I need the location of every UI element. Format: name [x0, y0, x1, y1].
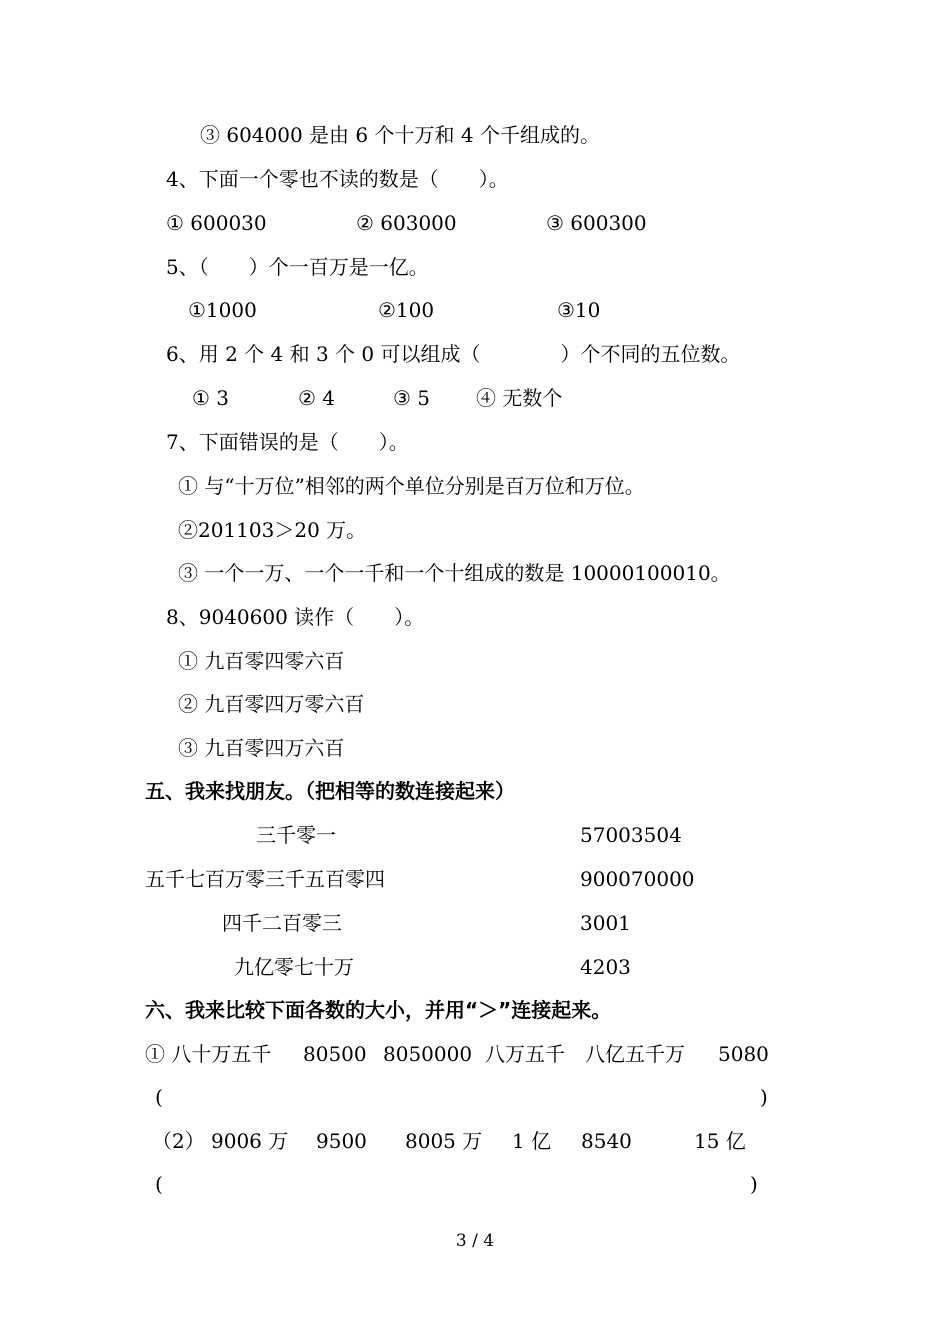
answer-paren-close: ) — [760, 1085, 768, 1109]
q8-option-2: ② 九百零四万零六百 — [178, 692, 365, 716]
compare-row2-item: 9006 万 — [211, 1129, 289, 1153]
compare-row2-label: （2） — [152, 1129, 205, 1153]
compare-row1-item: 8050000 — [383, 1042, 473, 1066]
match-left-2: 五千七百万零三千五百零四 — [145, 867, 385, 891]
q4-stem: 4、下面一个零也不读的数是（ ）。 — [166, 167, 509, 191]
compare-row2-item: 15 亿 — [694, 1129, 746, 1153]
q3-option-3: ③ 604000 是由 6 个十万和 4 个千组成的。 — [200, 123, 600, 147]
section-5-title: 五、我来找朋友。（把相等的数连接起来） — [145, 779, 515, 803]
answer-paren-close: ) — [750, 1172, 758, 1196]
q7-option-2: ②201103＞20 万。 — [178, 518, 367, 542]
q6-option-1: ① 3 — [192, 386, 230, 410]
answer-paren-open: ( — [155, 1172, 163, 1196]
page-number: 3 / 4 — [455, 1231, 495, 1251]
q7-stem: 7、下面错误的是（ ）。 — [166, 430, 409, 454]
q7-option-1: ① 与“十万位”相邻的两个单位分别是百万位和万位。 — [178, 474, 645, 498]
compare-row1-item: 5080 — [718, 1042, 769, 1066]
match-right-1: 57003504 — [580, 823, 682, 847]
match-left-3: 四千二百零三 — [222, 911, 342, 935]
compare-row2-item: 1 亿 — [512, 1129, 552, 1153]
q8-stem: 8、9040600 读作（ ）。 — [166, 605, 425, 629]
compare-row2-item: 9500 — [316, 1129, 367, 1153]
match-left-4: 九亿零七十万 — [234, 955, 354, 979]
q4-option-1: ① 600030 — [166, 211, 267, 235]
q5-option-3: ③10 — [557, 298, 601, 322]
match-right-2: 900070000 — [580, 867, 695, 891]
q8-option-1: ① 九百零四零六百 — [178, 649, 345, 673]
match-right-3: 3001 — [580, 911, 631, 935]
q7-option-3: ③ 一个一万、一个一千和一个十组成的数是 10000100010。 — [178, 561, 731, 585]
compare-row1-label: ① 八十万五千 — [145, 1042, 272, 1066]
q8-option-3: ③ 九百零四万六百 — [178, 736, 345, 760]
match-right-4: 4203 — [580, 955, 631, 979]
q4-option-2: ② 603000 — [356, 211, 457, 235]
compare-row1-item: 八亿五千万 — [585, 1042, 685, 1066]
q4-option-3: ③ 600300 — [546, 211, 647, 235]
answer-paren-open: ( — [155, 1085, 163, 1109]
q6-option-3: ③ 5 — [393, 386, 431, 410]
compare-row1-item: 八万五千 — [485, 1042, 565, 1066]
compare-row2-item: 8540 — [581, 1129, 632, 1153]
q6-option-2: ② 4 — [298, 386, 336, 410]
q6-option-4: ④ 无数个 — [476, 386, 563, 410]
section-6-title: 六、我来比较下面各数的大小，并用“＞”连接起来。 — [145, 998, 612, 1022]
compare-row2-item: 8005 万 — [405, 1129, 483, 1153]
match-left-1: 三千零一 — [256, 823, 336, 847]
q5-stem: 5、（ ）个一百万是一亿。 — [166, 255, 429, 279]
q5-option-1: ①1000 — [188, 298, 257, 322]
q6-stem: 6、用 2 个 4 和 3 个 0 可以组成（ ）个不同的五位数。 — [166, 342, 741, 366]
compare-row1-item: 80500 — [303, 1042, 367, 1066]
q5-option-2: ②100 — [378, 298, 435, 322]
